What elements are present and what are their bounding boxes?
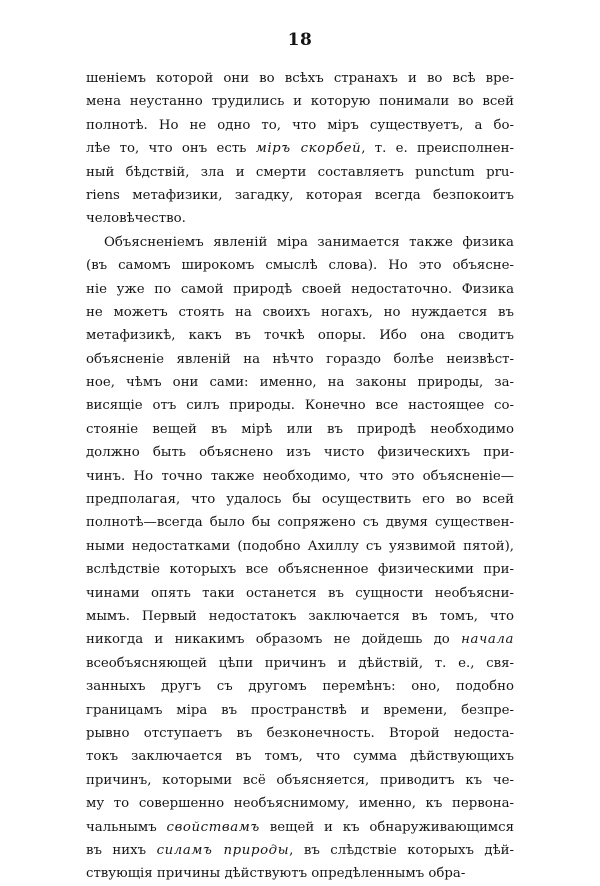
body-text: [86, 67, 514, 886]
text-line: [86, 137, 514, 160]
paragraph: [86, 231, 514, 886]
text-line: занныхъ другъ съ другомъ перемѣнъ: оно, подобно: [86, 679, 514, 695]
text-line: мена неустанно трудились и которую понимали во всей: [86, 94, 514, 110]
emphasized-text: свойствамъ: [166, 819, 260, 835]
emphasized-text: силамъ природы: [156, 842, 290, 858]
text-line: шеніемъ которой они во всѣхъ странахъ и во всѣ вре-: [86, 71, 514, 86]
text-line: чинами опять таки останется въ сущности необъясни-: [86, 585, 514, 601]
text-line: вслѣдствіе которыхъ все объясненное физическими при-: [86, 562, 514, 578]
text-line: [86, 816, 514, 839]
text-line: ное, чѣмъ они сами: именно, на законы природы, за-: [86, 375, 514, 391]
text-line: стояніе вещей въ мірѣ или въ природѣ необходимо: [86, 421, 514, 437]
page-number: 18: [287, 30, 313, 50]
text-line: токъ заключается въ томъ, что сумма дѣйствующихъ: [86, 749, 514, 765]
text-line: должно быть объяснено изъ чисто физическихъ при-: [86, 445, 514, 461]
text-segment: , т. е. преисполнен-: [361, 141, 514, 157]
text-line: ный бѣдствій, зла и смерти составляетъ punctum pru-: [86, 164, 514, 180]
text-segment: , въ слѣдствіе которыхъ дѣй-: [289, 842, 514, 858]
text-line: [86, 839, 514, 862]
text-line: [86, 628, 514, 651]
text-segment: лѣе то, что онъ есть: [86, 141, 256, 157]
text-line: ствующія причины дѣйствуютъ опредѣленнымъ обра-: [86, 866, 466, 882]
text-line: полнотѣ. Но не одно то, что міръ существуетъ, а бо-: [86, 117, 514, 133]
text-line: предполагая, что удалось бы осуществить его во всей: [86, 492, 514, 508]
text-line: му то совершенно необъяснимому, именно, къ первона-: [86, 796, 514, 812]
text-line: Объясненіемъ явленій міра занимается также физика: [104, 234, 514, 250]
text-line: объясненіе явленій на нѣчто гораздо болѣе неизвѣст-: [86, 351, 514, 367]
text-line: riens метафизики, загадку, которая всегда безпокоитъ: [86, 187, 514, 203]
text-line: всеобъясняющей цѣпи причинъ и дѣйствій, т. е., свя-: [86, 655, 514, 671]
text-line: висящіе отъ силъ природы. Конечно все настоящее со-: [86, 398, 514, 414]
text-line: метафизикѣ, какъ въ точкѣ опоры. Ибо она сводитъ: [86, 328, 514, 344]
text-segment: никогда и никакимъ образомъ не дойдешь до: [86, 632, 462, 648]
paragraph: [86, 67, 514, 231]
text-line: чинъ. Но точно также необходимо, что это объясненіе—: [86, 468, 514, 484]
text-line: рывно отступаетъ въ безконечность. Второй недоста-: [86, 725, 514, 741]
text-segment: чальнымъ: [86, 819, 167, 835]
emphasized-text: міръ скорбей: [255, 141, 362, 157]
text-line: человѣчество.: [86, 211, 186, 227]
text-line: не можетъ стоять на своихъ ногахъ, но нуждается въ: [86, 304, 514, 320]
emphasized-text: начала: [461, 632, 514, 648]
text-segment: въ нихъ: [86, 842, 157, 858]
text-line: (въ самомъ широкомъ смыслѣ слова). Но это объясне-: [86, 258, 514, 274]
text-line: границамъ міра въ пространствѣ и времени, безпре-: [86, 702, 514, 718]
text-line: причинъ, которыми всё объясняется, приводитъ къ че-: [86, 772, 514, 788]
text-segment: вещей и къ обнаруживающимся: [259, 819, 514, 835]
text-line: полнотѣ—всегда было бы сопряжено съ двумя существен-: [86, 515, 514, 531]
text-line: ніе уже по самой природѣ своей недостаточно. Физика: [86, 281, 514, 297]
text-line: ными недостатками (подобно Ахиллу съ уязвимой пятой),: [86, 538, 514, 554]
text-line: мымъ. Первый недостатокъ заключается въ томъ, что: [86, 608, 514, 624]
